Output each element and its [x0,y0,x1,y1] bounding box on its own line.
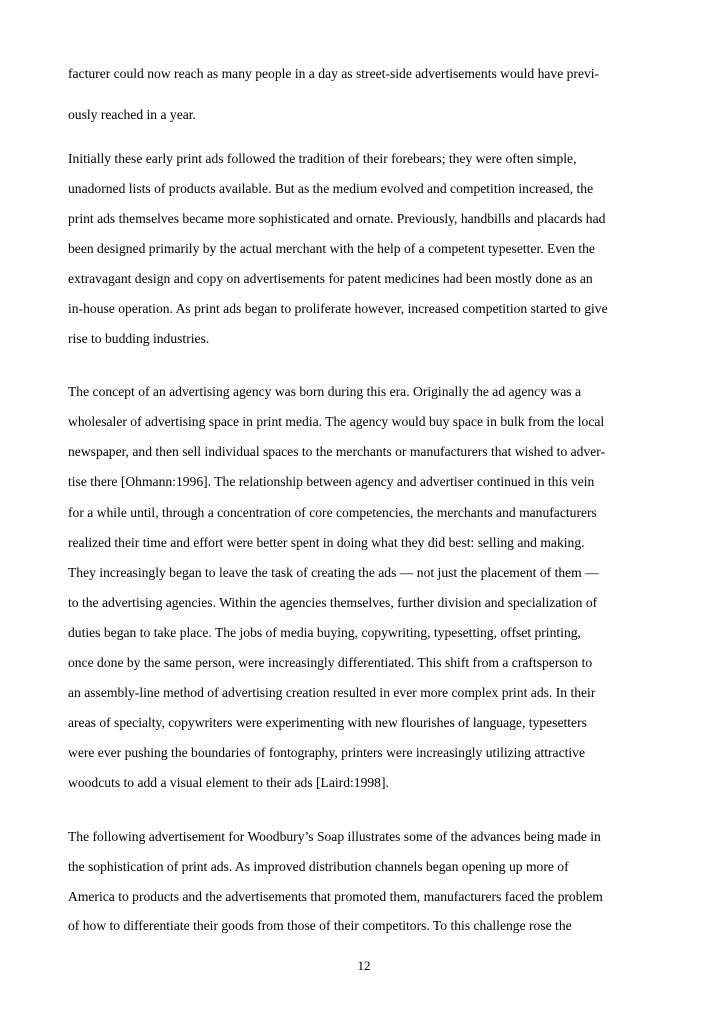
paragraph-2-line-7: rise to budding industries. [68,331,210,346]
paragraph-2-line-5: extravagant design and copy on advertisements for patent medicines had been mostly done as an [68,271,593,286]
paragraph-3-line-2: wholesaler of advertising space in print media. The agency would buy space in bulk from the local [68,414,605,429]
paragraph-2-line-2: unadorned lists of products available. But as the medium evolved and competition increased, the [68,181,594,196]
paragraph-3-line-8: to the advertising agencies. Within the agencies themselves, further division and specialization of [68,595,598,610]
paragraph-4-line-1: The following advertisement for Woodbury’s Soap illustrates some of the advances being made in [68,829,601,844]
paragraph-1-line-1: facturer could now reach as many people in a day as street-side advertisements would have previ- [68,66,600,81]
paragraph-3-line-11: an assembly-line method of advertising creation resulted in ever more complex print ads. In their [68,685,596,700]
paragraph-3-line-14: woodcuts to add a visual element to their ads [Laird:1998]. [68,775,389,790]
paragraph-3-line-10: once done by the same person, were increasingly differentiated. This shift from a craftsperson to [68,655,593,670]
paragraph-4-line-4: of how to differentiate their goods from those of their competitors. To this challenge rose the [68,918,572,933]
paragraph-2-line-3: print ads themselves became more sophisticated and ornate. Previously, handbills and placards had [68,211,606,226]
paragraph-4-line-3: America to products and the advertisements that promoted them, manufacturers faced the problem [68,889,603,904]
paragraph-3-line-12: areas of specialty, copywriters were experimenting with new flourishes of language, typesetters [68,715,587,730]
paragraph-3-line-13: were ever pushing the boundaries of fontography, printers were increasingly utilizing attractive [68,745,586,760]
paragraph-3-line-9: duties began to take place. The jobs of media buying, copywriting, typesetting, offset printing, [68,625,581,640]
paragraph-3-line-6: realized their time and effort were better spent in doing what they did best: selling and making. [68,535,585,550]
paragraph-3-line-3: newspaper, and then sell individual spaces to the merchants or manufacturers that wished to adver- [68,444,606,459]
paragraph-2-line-4: been designed primarily by the actual merchant with the help of a competent typesetter. Even the [68,241,595,256]
paragraph-2-line-6: in-house operation. As print ads began to proliferate however, increased competition started to give [68,301,608,316]
paragraph-1-line-2: ously reached in a year. [68,107,196,122]
paragraph-2-line-1: Initially these early print ads followed the tradition of their forebears; they were often simple, [68,151,577,166]
paragraph-3-line-4: tise there [Ohmann:1996]. The relationship between agency and advertiser continued in this vein [68,474,595,489]
paragraph-3-line-5: for a while until, through a concentration of core competencies, the merchants and manufacturers [68,505,597,520]
page-number: 12 [357,958,371,973]
paragraph-3-line-1: The concept of an advertising agency was born during this era. Originally the ad agency was a [68,384,581,399]
paragraph-3-line-7: They increasingly began to leave the task of creating the ads — not just the placement of them — [68,565,599,580]
paragraph-4-line-2: the sophistication of print ads. As improved distribution channels began opening up more of [68,859,569,874]
